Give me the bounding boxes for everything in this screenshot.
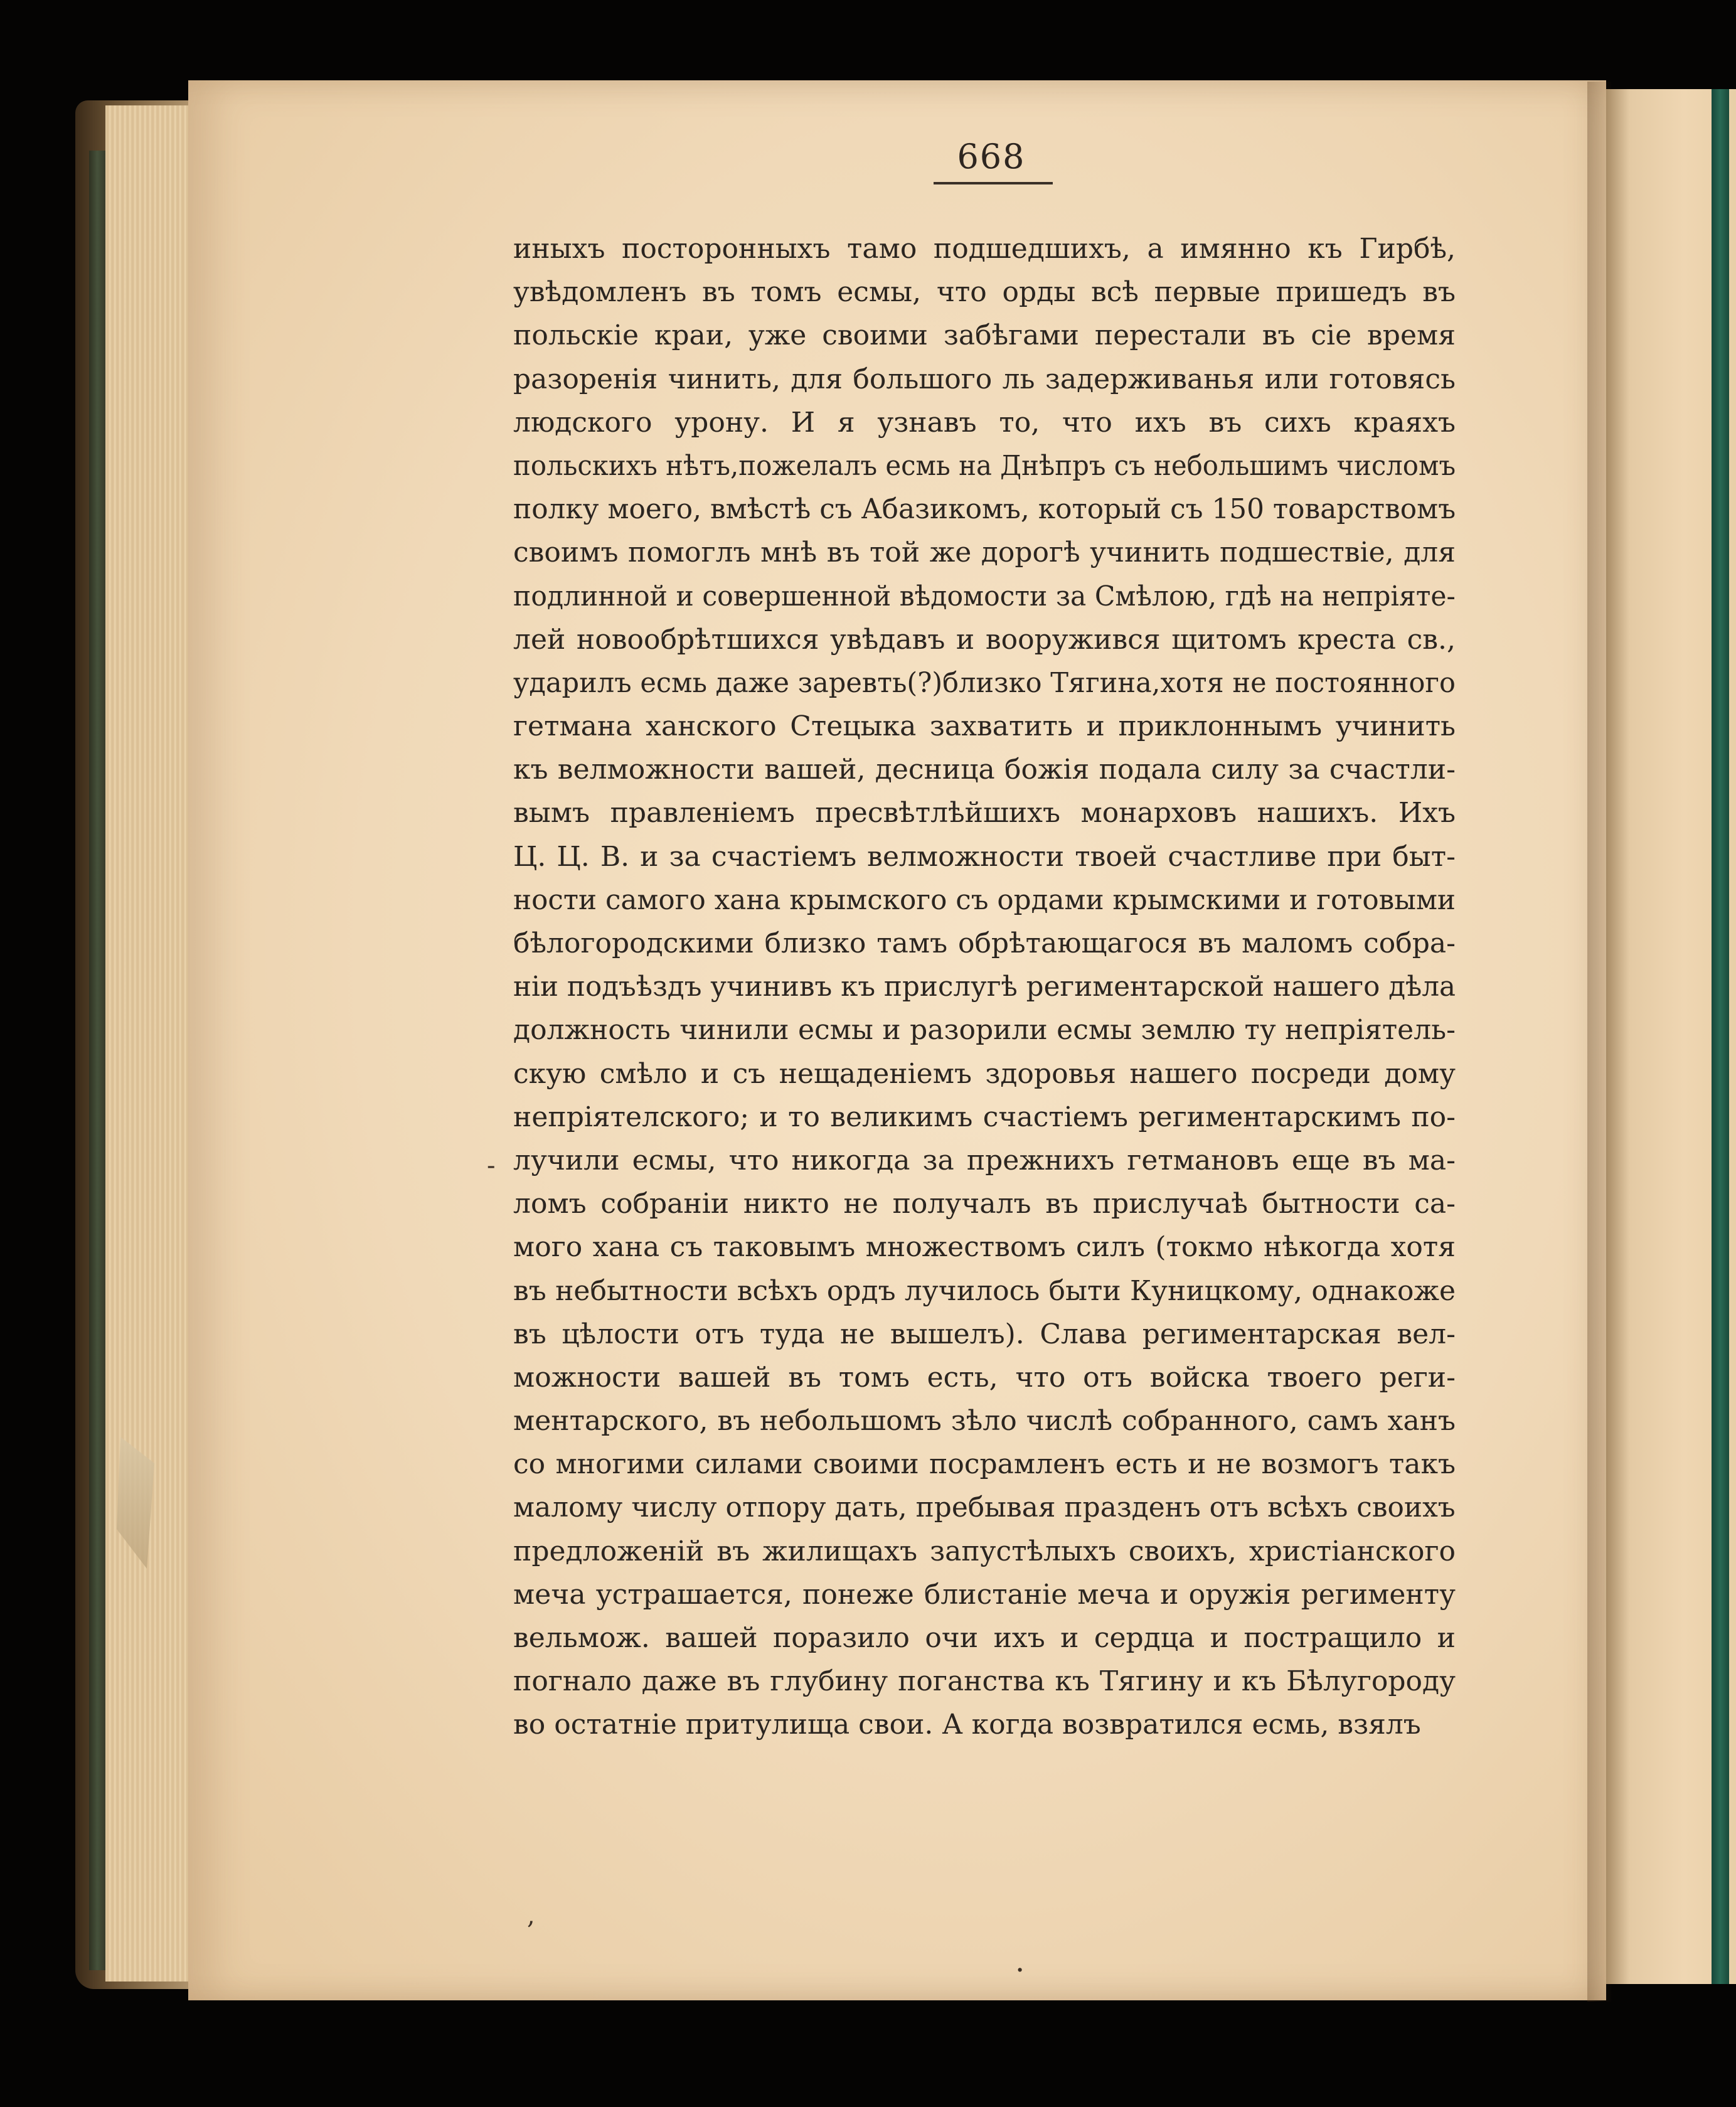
text-line: къ велможности вашей, десница божія подала силу за счастли- [513, 754, 1456, 786]
text-line: въ небытности всѣхъ ордъ лучилось быти Куницкому, однакоже [513, 1274, 1456, 1307]
text-line: Ц. Ц. В. и за счастіемъ велможности твоей счастливе при быт- [513, 840, 1456, 873]
facing-page-green-edge [1712, 89, 1729, 1984]
page-number: 668 [957, 137, 1026, 176]
text-line: меча устрашается, понеже блистаніе меча и оружія регименту [513, 1578, 1456, 1611]
cover-cloth-edge [89, 151, 105, 1970]
text-line: скую смѣло и съ нещаденіемъ здоровья нашего посреди дому [513, 1057, 1456, 1090]
text-line: подлинной и совершенной вѣдомости за Смѣлою, гдѣ на непріяте- [513, 580, 1456, 612]
body-text [513, 227, 1456, 1747]
text-line: людского урону. И я узнавъ то, что ихъ въ сихъ краяхъ [513, 406, 1456, 439]
text-line: разоренія чинить, для большого ль задерживанья или готовясь [513, 363, 1456, 395]
text-line: увѣдомленъ въ томъ есмы, что орды всѣ первые пришедъ въ [513, 276, 1456, 309]
text-line: во остатніе притулища свои. А когда возвратился есмь, взялъ [513, 1709, 1421, 1741]
text-line: бѣлогородскими близко тамъ обрѣтающагося въ маломъ собра- [513, 927, 1456, 959]
text-line: польскихъ нѣтъ,пожелалъ есмь на Днѣпръ съ небольшимъ числомъ [513, 449, 1456, 482]
text-line: можности вашей въ томъ есть, что отъ войска твоего реги- [513, 1361, 1456, 1394]
text-line: ности самого хана крымского съ ордами крымскими и готовыми [513, 883, 1456, 916]
text-line: мого хана съ таковымъ множествомъ силъ (токмо нѣкогда хотя [513, 1231, 1456, 1264]
text-line: ударилъ есмь даже заревть(?)близко Тягина,хотя не постоянного [513, 666, 1456, 699]
text-line: польскіе краи, уже своими забѣгами перестали въ сіе время [513, 319, 1456, 352]
text-line: ломъ собраніи никто не получалъ въ прислучаѣ бытности са- [513, 1188, 1456, 1220]
text-line: ніи подъѣздъ учинивъ къ прислугѣ региментарской нашего дѣла [513, 971, 1456, 1003]
text-line: иныхъ посторонныхъ тамо подшедшихъ, а имянно къ Гирбѣ, [513, 233, 1456, 265]
text-line: погнало даже въ глубину поганства къ Тягину и къ Бѣлугороду [513, 1665, 1456, 1698]
text-line: должность чинили есмы и разорили есмы землю ту непріятель- [513, 1014, 1456, 1047]
page-stack-edge [105, 105, 200, 1982]
text-line: вымъ правленіемъ пресвѣтлѣйшихъ монарховъ нашихъ. Ихъ [513, 797, 1456, 829]
text-line: со многими силами своими посрамленъ есть и не возмогъ такъ [513, 1448, 1456, 1481]
page-number-rule [934, 182, 1053, 184]
text-line: гетмана ханского Стецыка захватить и приклоннымъ учинить [513, 710, 1456, 743]
text-line: своимъ помоглъ мнѣ въ той же дорогѣ учинить подшествіе, для [513, 536, 1456, 569]
text-line: непріятелского; и то великимъ счастіемъ региментарскимъ по- [513, 1101, 1456, 1133]
margin-mark: . [1015, 1944, 1025, 1979]
text-line: лучили есмы, что никогда за прежнихъ гетмановъ еще въ ма- [513, 1144, 1456, 1176]
text-line: вельмож. вашей поразило очи ихъ и сердца и постращило и [513, 1622, 1456, 1654]
text-line: полку моего, вмѣстѣ съ Абазикомъ, который съ 150 товарствомъ [513, 493, 1456, 526]
text-line: малому числу отпору дать, пребывая празденъ отъ всѣхъ своихъ [513, 1491, 1456, 1524]
margin-mark: , [527, 1901, 535, 1930]
text-line: предложеній въ жилищахъ запустѣлыхъ своихъ, христіанского [513, 1535, 1456, 1567]
text-line: въ цѣлости отъ туда не вышелъ). Слава региментарская вел- [513, 1318, 1456, 1350]
text-line: ментарского, въ небольшомъ зѣло числѣ собранного, самъ ханъ [513, 1405, 1456, 1438]
margin-mark: - [487, 1151, 496, 1180]
text-line: лей новообрѣтшихся увѣдавъ и вооружився щитомъ креста св., [513, 623, 1456, 656]
